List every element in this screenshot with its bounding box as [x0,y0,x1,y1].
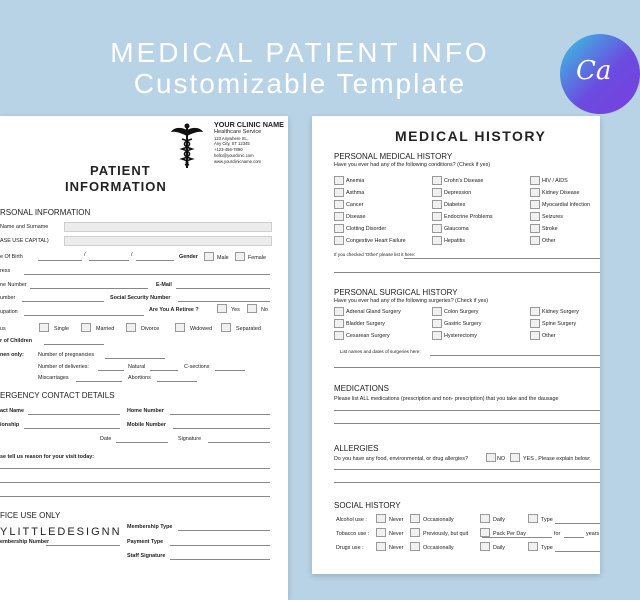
condition-label: Disease [346,214,366,220]
abortions-line[interactable] [157,381,197,382]
psh-heading: PERSONAL SURGICAL HISTORY [334,288,458,297]
drugs-type-label: Type [541,545,553,551]
tobacco-years-label: years [586,531,600,537]
contact-name-line[interactable] [28,414,120,415]
tobacco-pack-line[interactable] [482,537,552,538]
deliveries-label: Number of deliveries: [38,364,89,370]
staff-signature-line[interactable] [170,559,270,560]
medications-line-1[interactable] [334,410,600,411]
condition-label: Other [542,238,556,244]
canva-logo-text: Ca [576,56,612,86]
children-line[interactable] [44,344,104,345]
medications-heading: MEDICATIONS [334,384,389,393]
surgery-checkbox[interactable] [334,307,344,316]
surgery-checkbox[interactable] [432,307,442,316]
tobacco-previously-checkbox[interactable] [410,528,420,537]
surgery-line[interactable] [430,355,600,356]
miscarriages-line[interactable] [76,381,122,382]
membership-number-label: embership Number [0,539,50,545]
condition-label: Endocrine Problems [444,214,493,220]
single-label: Single [54,326,69,332]
allergies-yes-checkbox[interactable] [510,453,520,462]
drugs-label: Drugs use : [336,545,364,551]
condition-checkbox[interactable] [334,236,344,245]
surgery-label: Other [542,333,556,339]
condition-label: Asthma [346,190,365,196]
home-number-label: Home Number [127,408,164,414]
alcohol-occasionally-checkbox[interactable] [410,514,420,523]
clinic-service: Healthcare Service [214,129,262,135]
children-label: r of Children [0,338,33,344]
retiree-label: Are You A Retiree ? [149,307,199,313]
visit-reason-line-2[interactable] [0,482,270,483]
tobacco-never-label: Never [389,531,404,537]
contact-name-label: act Name [0,408,24,414]
surgery-label: Kidney Surgery [542,309,579,315]
mobile-number-line[interactable] [173,428,270,429]
retiree-yes-label: Yes [231,307,240,313]
tobacco-pack-checkbox[interactable] [480,528,490,537]
married-checkbox[interactable] [81,323,91,332]
condition-label: Anemia [346,178,365,184]
staff-signature-label: Staff Signature [127,553,166,559]
medications-line-2[interactable] [334,423,600,424]
condition-label: Glaucoma [444,226,469,232]
condition-label: Hepatitis [444,238,465,244]
clinic-email: hello@yourclinic.com [214,153,254,158]
retiree-no-checkbox[interactable] [247,304,257,313]
female-label: Female [248,255,266,261]
membership-number-line[interactable] [46,545,120,546]
pregnancies-line[interactable] [105,358,165,359]
visit-reason-line-3[interactable] [0,496,270,497]
visit-reason-line-1[interactable] [0,468,270,469]
separated-label: Separated [236,326,261,332]
natural-line[interactable] [150,370,178,371]
dob-slash-2: / [131,252,133,258]
tobacco-label: Tobacco use : [336,531,370,537]
dob-slash-1: / [84,252,86,258]
dob-year-line[interactable] [136,260,174,261]
watermark-text: YLITTLEDESIGNN [0,526,122,538]
dob-month-line[interactable] [89,260,129,261]
condition-checkbox[interactable] [432,200,442,209]
divorce-label: Divorce [141,326,160,332]
name-field[interactable] [64,222,272,232]
relationship-label: ionship [0,422,20,428]
psh-question: Have you ever had any of the following surgeries? (Check if yes) [334,298,489,304]
condition-checkbox[interactable] [432,224,442,233]
surgery-checkbox[interactable] [334,319,344,328]
emergency-heading: ERGENCY CONTACT DETAILS [0,391,115,400]
separated-checkbox[interactable] [221,323,231,332]
email-label: E-Mail [156,282,172,288]
deliveries-line[interactable] [98,370,124,371]
tobacco-pack-label: Pack Per Day [493,531,526,537]
other-line-2[interactable] [334,272,600,273]
alcohol-occasionally-label: Occasionally [423,517,454,523]
surgery-checkbox[interactable] [432,319,442,328]
office-use-heading: FICE USE ONLY [0,511,61,520]
surgery-checkbox[interactable] [432,331,442,340]
ssn-label: Social Security Number [110,295,171,301]
banner-subtitle: Customizable Template [133,68,467,99]
widowed-label: Widowed [190,326,213,332]
condition-checkbox[interactable] [334,212,344,221]
surgery-note: List names and dates of surgeries here: [340,349,421,354]
drugs-occasionally-checkbox[interactable] [410,542,420,551]
capital-label: ASE USE CAPITAL) [0,238,49,244]
number-label: umber [0,295,16,301]
condition-checkbox[interactable] [334,200,344,209]
condition-label: Depression [444,190,472,196]
membership-type-line[interactable] [178,530,270,531]
medications-note: Please list ALL medications (prescription and non- prescription) that you take and the dausage [334,396,559,402]
ssn-line[interactable] [178,301,270,302]
personal-info-heading: RSONAL INFORMATION [0,208,91,217]
drugs-never-checkbox[interactable] [376,542,386,551]
gender-label: Gender [179,254,198,260]
surgery-label: Hysterectomy [444,333,477,339]
condition-checkbox[interactable] [432,176,442,185]
condition-checkbox[interactable] [530,188,540,197]
patient-information-page [0,116,288,600]
date-line[interactable] [116,442,168,443]
condition-checkbox[interactable] [530,212,540,221]
condition-checkbox[interactable] [334,176,344,185]
condition-label: HIV / AIDS [542,178,568,184]
allergies-question: Do you have any food, environmental, or drug allergies? [334,456,468,462]
married-label: Married [96,326,115,332]
condition-label: Diabetes [444,202,466,208]
allergies-line-2[interactable] [334,482,600,483]
banner-title: MEDICAL PATIENT INFO [110,37,490,68]
condition-label: Cancer [346,202,364,208]
female-checkbox[interactable] [235,252,245,261]
drugs-occasionally-label: Occasionally [423,545,454,551]
alcohol-daily-checkbox[interactable] [480,514,490,523]
divorce-checkbox[interactable] [126,323,136,332]
other-note: If you checked 'Other' please list it here: [334,252,416,257]
women-only-label: nen only: [0,352,24,358]
surgery-checkbox[interactable] [334,331,344,340]
abortions-label: Abortions [128,375,151,381]
condition-checkbox[interactable] [334,224,344,233]
alcohol-daily-label: Daily [493,517,505,523]
medical-history-page [312,116,600,574]
surgery-checkbox[interactable] [530,307,540,316]
clinic-phone: +123-456-7890 [214,147,243,152]
dob-label: e Of Birth [0,254,23,260]
name-label: Name and Surname [0,224,49,230]
condition-label: Seizures [542,214,563,220]
retiree-yes-checkbox[interactable] [217,304,227,313]
payment-type-line[interactable] [170,545,270,546]
capital-name-field[interactable] [64,236,272,246]
condition-label: Myocardial Infection [542,202,590,208]
tobacco-never-checkbox[interactable] [376,528,386,537]
mobile-number-label: Mobile Number [127,422,166,428]
page-title-line2: INFORMATION [65,179,167,194]
address-label: ress [0,268,11,274]
tobacco-years-line[interactable] [564,537,584,538]
condition-checkbox[interactable] [334,188,344,197]
date-label: Date [100,436,112,442]
marital-label: us [0,326,6,332]
surgery-checkbox[interactable] [530,331,540,340]
banner [0,38,600,100]
medical-history-title: MEDICAL HISTORY [395,128,547,144]
surgery-label: Gastric Surgery [444,321,482,327]
alcohol-never-checkbox[interactable] [376,514,386,523]
condition-label: Stroke [542,226,558,232]
payment-type-label: Payment Type [127,539,164,545]
miscarriages-label: Miscarriages [38,375,69,381]
clinic-address-1: 123 Anywhere St., [214,136,248,141]
signature-line[interactable] [208,442,270,443]
allergies-yes-label: YES , Please explain below: [523,456,591,462]
surgery-line-2[interactable] [334,367,600,368]
condition-checkbox[interactable] [530,224,540,233]
condition-label: Kidney Disease [542,190,580,196]
widowed-checkbox[interactable] [175,323,185,332]
condition-checkbox[interactable] [530,176,540,185]
condition-label: Crohn's Disease [444,178,484,184]
alcohol-type-line[interactable] [555,523,600,524]
csections-label: C-sections [184,364,210,370]
condition-label: Clotting Disorder [346,226,387,232]
csections-line[interactable] [215,370,245,371]
surgery-label: Cesarean Surgery [346,333,390,339]
clinic-website: www.yourclinicname.com [214,159,262,164]
condition-label: Congestive Heart Failure [346,238,406,244]
surgery-label: Spine Surgery [542,321,577,327]
condition-checkbox[interactable] [530,200,540,209]
allergies-no-checkbox[interactable] [486,453,496,462]
drugs-never-label: Never [389,545,404,551]
pmh-question: Have you ever had any of the following conditions? (Check if yes) [334,162,491,168]
allergies-no-label: NO [497,456,506,462]
email-line[interactable] [176,288,270,289]
male-label: Male [217,255,229,261]
occupation-line[interactable] [24,315,144,316]
tobacco-for-label: for [554,531,561,537]
allergies-heading: ALLERGIES [334,444,379,453]
tobacco-previously-label: Previously, but quit [423,531,469,537]
single-checkbox[interactable] [39,323,49,332]
membership-type-label: Membership Type [127,524,173,530]
surgery-label: Colon Surgery [444,309,479,315]
male-checkbox[interactable] [204,252,214,261]
alcohol-label: Alcohol use : [336,517,367,523]
occupation-label: upation [0,309,18,315]
drugs-type-checkbox[interactable] [528,542,538,551]
caduceus-icon [170,122,204,170]
drugs-daily-checkbox[interactable] [480,542,490,551]
surgery-label: Bladder Surgery [346,321,385,327]
signature-label: Signature [178,436,202,442]
condition-checkbox[interactable] [432,236,442,245]
page-title-line1: PATIENT [90,163,151,178]
retiree-no-label: No [261,307,268,313]
phone-label: ne Number [0,282,27,288]
pregnancies-label: Number of pregnancies [38,352,95,358]
alcohol-type-checkbox[interactable] [528,514,538,523]
condition-checkbox[interactable] [530,236,540,245]
social-history-heading: SOCIAL HISTORY [334,501,401,510]
alcohol-never-label: Never [389,517,404,523]
phone-line[interactable] [30,288,148,289]
drugs-daily-label: Daily [493,545,505,551]
canva-logo [560,34,640,114]
surgery-label: Adrenal Gland Surgery [346,309,401,315]
visit-reason-label: se tell us reason for your visit today: [0,454,95,460]
pmh-heading: PERSONAL MEDICAL HISTORY [334,152,453,161]
condition-checkbox[interactable] [432,212,442,221]
number-line[interactable] [22,301,104,302]
natural-label: Natural [128,364,146,370]
allergies-line-1[interactable] [334,469,600,470]
other-line[interactable] [404,258,600,259]
clinic-name: YOUR CLINIC NAME [214,120,284,129]
clinic-address-2: Any City, ST 12345 [214,141,250,146]
condition-checkbox[interactable] [432,188,442,197]
address-line[interactable] [24,274,270,275]
alcohol-type-label: Type [541,517,553,523]
drugs-type-line[interactable] [555,551,600,552]
surgery-checkbox[interactable] [530,319,540,328]
relationship-line[interactable] [24,428,120,429]
dob-day-line[interactable] [38,260,82,261]
home-number-line[interactable] [170,414,270,415]
